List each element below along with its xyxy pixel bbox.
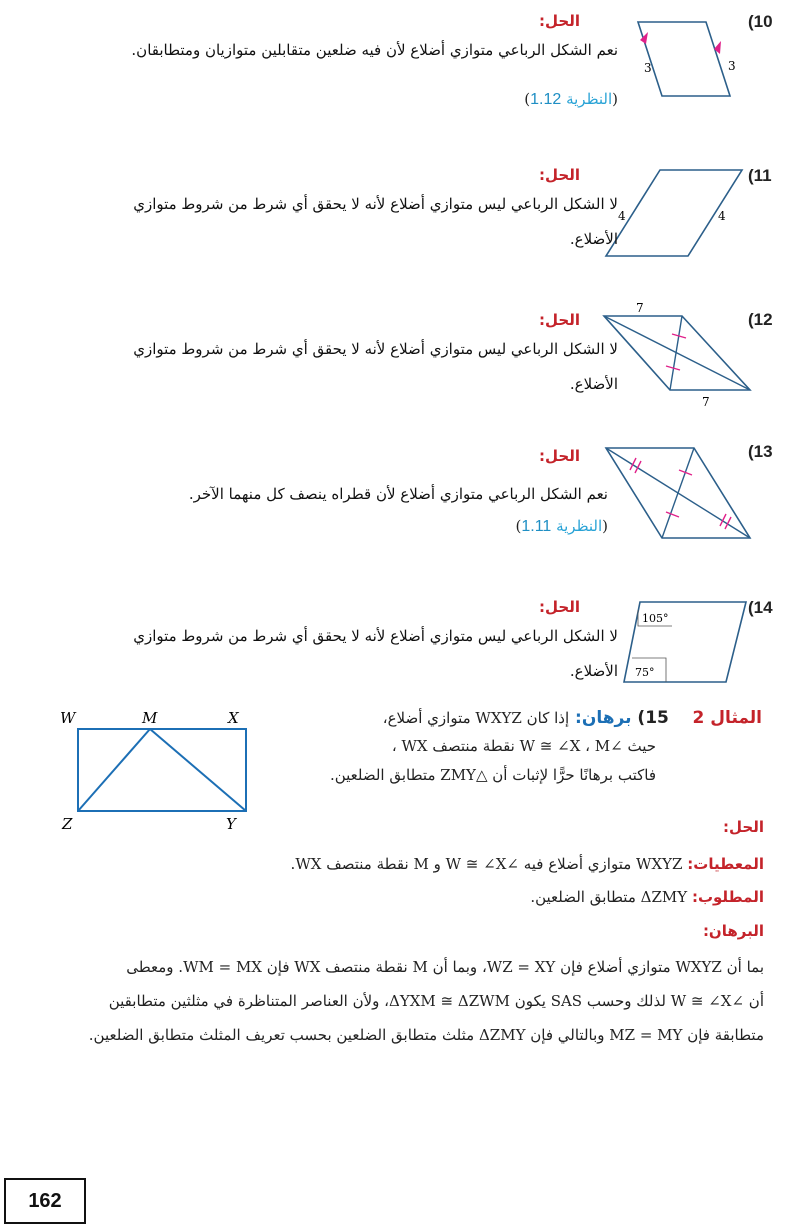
- solution-label: الحل:: [723, 818, 764, 836]
- solution-text: الأضلاع.: [569, 375, 618, 393]
- svg-text:4: 4: [718, 209, 726, 223]
- solution-text: لا الشكل الرباعي ليس متوازي أضلاع لأنه لا يحقق أي شرط من شروط متوازي: [133, 195, 618, 213]
- solution-text: الأضلاع.: [569, 662, 618, 680]
- proof-line: أن ∠W ≅ ∠X لذلك وحسب SAS يكون ΔYXM ≅ ΔZWM، ولأن العناصر المتناظرة في مثلثين متطابقين: [108, 992, 764, 1010]
- solution-text: نعم الشكل الرباعي متوازي أضلاع لأن فيه ضلعين متقابلين متوازيان ومتطابقان.: [131, 41, 618, 59]
- vertex-label: W: [60, 709, 76, 727]
- problem-number: (11: [748, 166, 772, 185]
- proof-line: بما أن WXYZ متوازي أضلاع فإن WZ = XY، وبما أن M نقطة منتصف WX فإن WM = MX. ومعطى: [126, 958, 764, 976]
- proof-line: متطابقة فإن MZ = MY وبالتالي فإن ΔZMY مثلث متطابق الضلعين بحسب تعريف المثلث متطابق الضلعين.: [88, 1026, 764, 1044]
- given-statement: المعطيات: WXYZ متوازي أضلاع فيه ∠W ≅ ∠X و M نقطة منتصف WX.: [290, 855, 764, 873]
- vertex-label: Y: [226, 815, 236, 833]
- parallelogram-angles-figure: [620, 596, 750, 688]
- theorem-reference: (النظرية 1.12): [524, 90, 618, 108]
- side-label: 3: [644, 61, 652, 75]
- solution-label: الحل:: [539, 311, 580, 329]
- parallelogram-bisect-figure: [598, 440, 758, 550]
- solution-text: الأضلاع.: [569, 230, 618, 248]
- vertex-label: M: [142, 709, 158, 727]
- side-label: 3: [728, 59, 736, 73]
- svg-text:4: 4: [618, 209, 626, 223]
- example-line: فاكتب برهانًا حرًّا لإثبات أن △ZMY متطابق الضلعين.: [329, 766, 656, 784]
- solution-label: الحل:: [539, 166, 580, 184]
- problem-number: (10: [748, 12, 773, 31]
- solution-text: لا الشكل الرباعي ليس متوازي أضلاع لأنه لا يحقق أي شرط من شروط متوازي: [133, 627, 618, 645]
- quadrilateral-diagonals-figure: [596, 302, 756, 412]
- parallelogram-figure: [628, 14, 746, 106]
- solution-label: الحل:: [539, 12, 580, 30]
- vertex-label: X: [228, 709, 239, 727]
- example-heading: المثال 2 15) برهان: إذا كان WXYZ متوازي أضلاع،: [382, 708, 762, 728]
- proof-label: البرهان:: [702, 922, 764, 940]
- vertex-label: Z: [62, 815, 73, 833]
- solution-text: لا الشكل الرباعي ليس متوازي أضلاع لأنه لا يحقق أي شرط من شروط متوازي: [133, 340, 618, 358]
- required-statement: المطلوب: ΔZMY متطابق الضلعين.: [530, 888, 764, 906]
- example-line: حيث ∠W ≅ ∠X ، M نقطة منتصف WX ،: [391, 737, 656, 755]
- solution-label: الحل:: [539, 598, 580, 616]
- problem-number: (14: [748, 598, 773, 617]
- svg-text:7: 7: [636, 302, 644, 315]
- solution-text: نعم الشكل الرباعي متوازي أضلاع لأن قطراه ينصف كل منهما الآخر.: [188, 485, 608, 503]
- svg-text:105°: 105°: [642, 612, 669, 625]
- theorem-reference: (النظرية 1.11): [515, 517, 608, 535]
- svg-text:7: 7: [702, 395, 710, 409]
- page-number: 162: [4, 1178, 86, 1224]
- svg-text:75°: 75°: [635, 666, 655, 679]
- rectangle-triangle-figure: [50, 705, 260, 835]
- solution-label: الحل:: [539, 447, 580, 465]
- problem-number: (13: [748, 442, 773, 461]
- quadrilateral-figure: [600, 164, 750, 264]
- problem-number: (12: [748, 310, 773, 329]
